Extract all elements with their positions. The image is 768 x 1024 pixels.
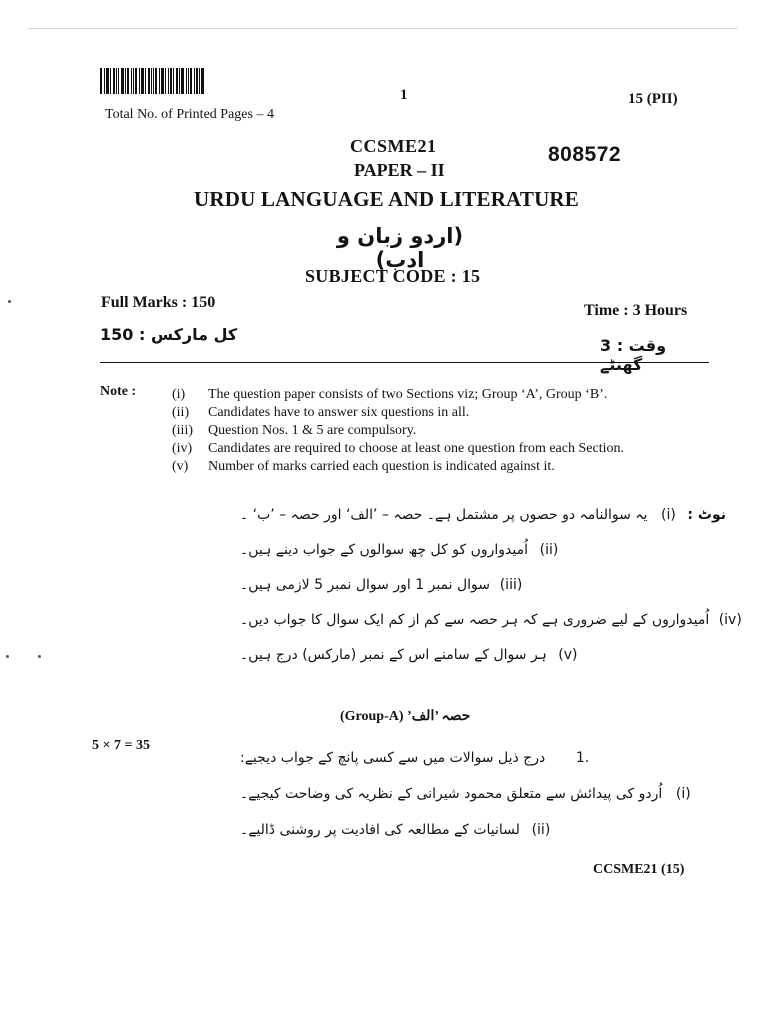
- question-text-urdu: درج ذیل سوالات میں سے کسی پانچ کے جواب دیجیے:: [240, 750, 546, 766]
- note-item-text-urdu: یہ سوالنامہ دو حصوں پر مشتمل ہے۔ حصہ – ’الف‘ اور حصہ – ’ب‘ ۔: [240, 506, 648, 523]
- time-allowed: Time : 3 Hours: [584, 302, 688, 319]
- full-marks: Full Marks : 150: [101, 294, 216, 311]
- barcode-icon: [100, 68, 230, 94]
- subquestion-number: (i): [675, 786, 691, 802]
- question-number: 1.: [575, 750, 590, 766]
- scan-speck: [6, 655, 9, 658]
- footer-code: CCSME21 (15): [593, 862, 685, 877]
- subquestion-text-urdu: اُردو کی پیدائش سے متعلق محمود شیرانی کے نظریہ کی وضاحت کیجیے۔: [240, 786, 663, 802]
- full-marks-urdu: کل مارکس : 150: [100, 325, 238, 344]
- note-item: [172, 440, 692, 458]
- header-divider: [100, 362, 709, 363]
- serial-number: 808572: [548, 143, 622, 166]
- total-printed-pages: Total No. of Printed Pages – 4: [105, 107, 274, 122]
- paper-title-urdu: (اردو زبان و ادب): [336, 224, 464, 272]
- subquestion-number: (ii): [531, 822, 551, 838]
- note-item-text: Candidates have to answer six questions in all.: [208, 405, 470, 420]
- note-item-text-urdu: اُمیدواروں کے لیے ضروری ہے کہ ہر حصہ سے کم از کم ایک سوال کا جواب دیں۔: [240, 611, 710, 628]
- paper-title: URDU LANGUAGE AND LITERATURE: [194, 187, 580, 211]
- note-item-number: (v): [172, 459, 189, 474]
- note-item-urdu: [240, 637, 710, 672]
- note-item: [172, 404, 692, 422]
- subject-code: SUBJECT CODE : 15: [305, 266, 481, 286]
- note-item: [172, 386, 692, 404]
- subquestion: [240, 812, 710, 848]
- note-item-text-urdu: اُمیدواروں کو کل چھ سوالوں کے جواب دینے ہیں۔: [240, 541, 528, 558]
- note-item-urdu: [240, 567, 710, 602]
- note-item-number: (ii): [172, 405, 190, 420]
- scan-speck: [8, 300, 11, 303]
- note-item-number: (iii): [172, 423, 193, 438]
- page-number: 1: [400, 87, 408, 103]
- note-item-urdu: [240, 532, 710, 567]
- note-item-number: (iv): [718, 611, 742, 628]
- note-item-text: Question Nos. 1 & 5 are compulsory.: [208, 423, 417, 438]
- question-1: [240, 740, 710, 848]
- note-item-text: Candidates are required to choose at least one question from each Section.: [208, 441, 624, 456]
- paper-label: PAPER – II: [354, 160, 445, 180]
- note-item: [172, 458, 692, 476]
- top-edge-line: [28, 28, 738, 29]
- note-item-number: (ii): [539, 541, 559, 558]
- note-item-text: The question paper consists of two Sections viz; Group ‘A’, Group ‘B’.: [208, 387, 608, 402]
- note-item-number: (iii): [499, 576, 523, 593]
- note-label-urdu: نوٹ :: [687, 506, 726, 523]
- note-item-text-urdu: سوال نمبر 1 اور سوال نمبر 5 لازمی ہیں۔: [240, 576, 491, 593]
- question-stem: [240, 740, 710, 776]
- paper-series: 15 (PII): [628, 91, 678, 107]
- paper-code: CCSME21: [350, 136, 437, 156]
- scan-speck: [38, 655, 41, 658]
- note-item-urdu: [240, 497, 726, 532]
- time-allowed-urdu: وقت : 3 گھنٹے: [600, 336, 667, 374]
- note-list: [172, 386, 692, 476]
- note-item-text-urdu: ہر سوال کے سامنے اس کے نمبر (مارکس) درج ہیں۔: [240, 646, 547, 663]
- note-item-number: (i): [172, 387, 186, 402]
- note-item-urdu: [240, 602, 742, 637]
- subquestion: [240, 776, 710, 812]
- subquestion-text-urdu: لسانیات کے مطالعہ کی افادیت پر روشنی ڈالیے۔: [240, 822, 520, 838]
- group-a-heading: (Group-A) ’حصہ ’الف: [340, 709, 471, 724]
- note-item-text: Number of marks carried each question is indicated against it.: [208, 459, 555, 474]
- note-item-number: (iv): [172, 441, 193, 456]
- note-item-number: (i): [660, 506, 676, 523]
- note-label: Note :: [100, 384, 137, 399]
- note-list-urdu: [240, 497, 742, 672]
- note-item-number: (v): [558, 646, 578, 663]
- group-a-marks: 5 × 7 = 35: [92, 738, 150, 753]
- note-item: [172, 422, 692, 440]
